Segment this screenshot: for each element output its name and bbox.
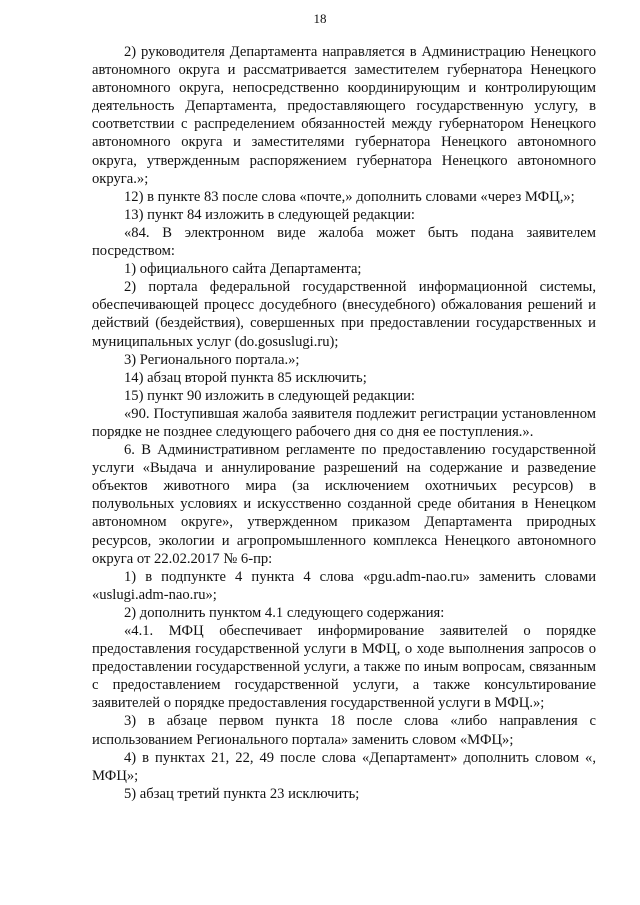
paragraph-section-6-item-2: 2) дополнить пунктом 4.1 следующего содержания: [124, 604, 445, 621]
paragraph-section-6-item-1: 1) в подпункте 4 пункта 4 слова «pgu.adm-nao.ru» заменить словами «uslugi.adm-nao.ru»; [92, 568, 596, 603]
paragraph-item-15: 15) пункт 90 изложить в следующей редакции: [124, 387, 415, 404]
paragraph-section-6: 6. В Административном регламенте по предоставлению государственной услуги «Выдача и аннулирование разрешений на содержание и разведение объектов животного мира (за исключением охотничьих ресурсов) в полувольных условиях и искусственно созданной среде обитания в Ненецком автономном округе», утвержденном приказом Департамента природных ресурсов, экологии и агропромышленного комплекса Ненецкого автономного округа от 22.02.2017 № 6-пр: [92, 442, 596, 567]
paragraph-item-2-department-head: 2) руководителя Департамента направляется в Администрацию Ненецкого автономного округа и рассматривается заместителем губернатора Ненецкого автономного округа, непосредственно координирующим и контролирующим деятельность Департамента, предоставляющего государственную услугу, в соответствии с распределением обязанностей между губернатором Ненецкого автономного округа и заместителями губернатора Ненецкого автономного округа, утвержденным распоряжением губернатора Ненецкого автономного округа.»; [92, 44, 596, 187]
paragraph-clause-90: «90. Поступившая жалоба заявителя подлежит регистрации установленном порядке не позднее следующего рабочего дня со дня ее поступления.». [92, 405, 596, 440]
paragraph-clause-84: «84. В электронном виде жалоба может быть подана заявителем посредством: [92, 224, 596, 260]
paragraph-section-6-item-4: 4) в пунктах 21, 22, 49 после слова «Департамент» дополнить словом «, МФЦ»; [92, 749, 596, 784]
page-number: 18 [313, 11, 327, 26]
paragraph-clause-84-item-3: 3) Регионального портала.»; [124, 351, 300, 368]
document-body [92, 43, 596, 803]
paragraph-clause-4-1: «4.1. МФЦ обеспечивает информирование заявителей о порядке предоставления государственной услуги в МФЦ, о ходе выполнения запросов о предоставлении государственной услуги, а также по иным вопросам, связанным с предоставлением государственной услуги, а также консультирование заявителей о порядке предоставления государственной услуги в МФЦ.»; [92, 623, 596, 712]
paragraph-section-6-item-5: 5) абзац третий пункта 23 исключить; [124, 785, 360, 802]
paragraph-clause-84-item-2: 2) портала федеральной государственной информационной системы, обеспечивающей процесс досудебного (внесудебного) обжалования решений и действий (бездействия), совершенных при предоставлении государственных и муниципальных услуг (do.gosuslugi.ru); [92, 279, 596, 350]
paragraph-item-13: 13) пункт 84 изложить в следующей редакции: [124, 206, 415, 223]
paragraph-clause-84-item-1: 1) официального сайта Департамента; [124, 261, 362, 278]
paragraph-section-6-item-3: 3) в абзаце первом пункта 18 после слова «либо направления с использованием Регионального портала» заменить словом «МФЦ»; [92, 713, 596, 748]
paragraph-item-14: 14) абзац второй пункта 85 исключить; [124, 369, 367, 386]
paragraph-item-12: 12) в пункте 83 после слова «почте,» дополнить словами «через МФЦ,»; [124, 188, 575, 205]
